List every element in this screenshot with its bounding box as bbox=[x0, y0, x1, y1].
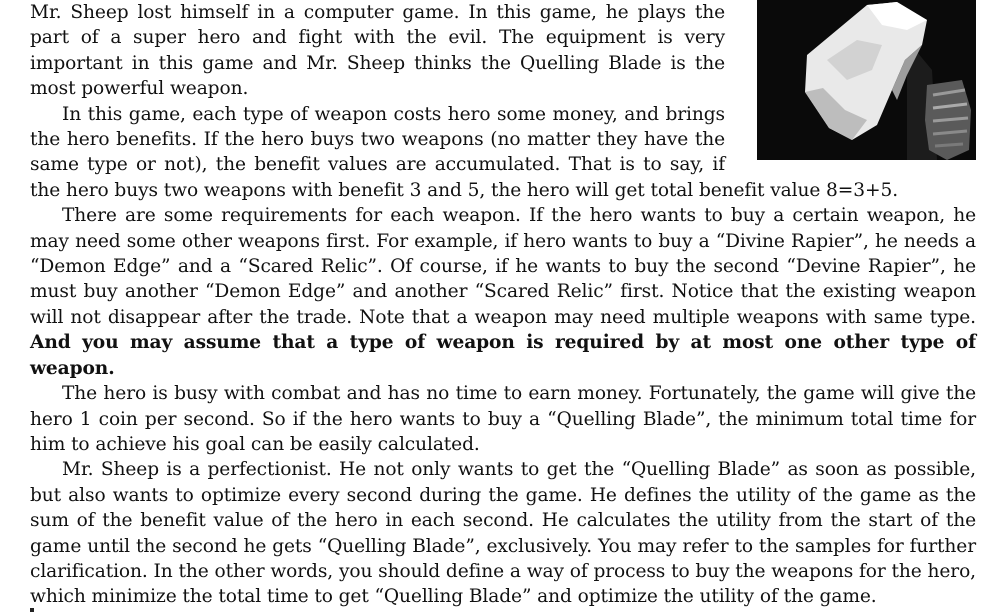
problem-statement bbox=[30, 0, 976, 610]
requirements-text: There are some requirements for each weapon. If the hero wants to buy a certain weapon, he may need some other weapons first. For example, if hero wants to buy a “Divine Rapier”, he needs a “Demon Edge” and a “Scared Relic”. Of course, if he wants to buy the second “Devine Rapier”, he must buy another “Demon Edge” and another “Scared Relic” first. Notice that the existing weapon will not disappear after the trade. Note that a weapon may need multiple weapons with same type. bbox=[30, 205, 976, 328]
quelling-blade-image bbox=[757, 0, 976, 160]
paragraph-requirements bbox=[30, 203, 976, 381]
paragraph-intro: Mr. Sheep lost himself in a computer game. In this game, he plays the part of a super hero and fight with the evil. The equipment is very important in this game and Mr. Sheep thinks the Quelling Blade is the most powerful weapon. bbox=[30, 2, 725, 100]
requirements-bold-note: And you may assume that a type of weapon is required by at most one other type of weapon. bbox=[30, 332, 976, 379]
axe-blade-illustration bbox=[757, 0, 976, 160]
paragraph-utility: Mr. Sheep is a perfectionist. He not only wants to get the “Quelling Blade” as soon as possible, but also wants to optimize every second during the game. He defines the utility of the game as the sum of the benefit value of the hero in each second. He calculates the utility from the start of the game until the second he gets “Quelling Blade”, exclusively. You may refer to the samples for further clarification. In the other words, you should define a way of process to buy the weapons for the hero, which minimize the total time to get “Quelling Blade” and optimize the utility of the game. bbox=[30, 459, 976, 608]
paragraph-weapon-costs: In this game, each type of weapon costs hero some money, and brings the hero benefits. If the hero buys two weapons (no matter they have the same type or not), the benefit values are accumulated. That is to say, if the hero buys two weapons with benefit 3 and 5, the hero will get total benefit value 8=3+5. bbox=[30, 103, 899, 201]
paragraph-coins: The hero is busy with combat and has no time to earn money. Fortunately, the game will give the hero 1 coin per second. So if the hero wants to buy a “Quelling Blade”, the minimum total time for him to achieve his goal can be easily calculated. bbox=[30, 383, 976, 455]
page-continuation-mark bbox=[30, 608, 34, 612]
